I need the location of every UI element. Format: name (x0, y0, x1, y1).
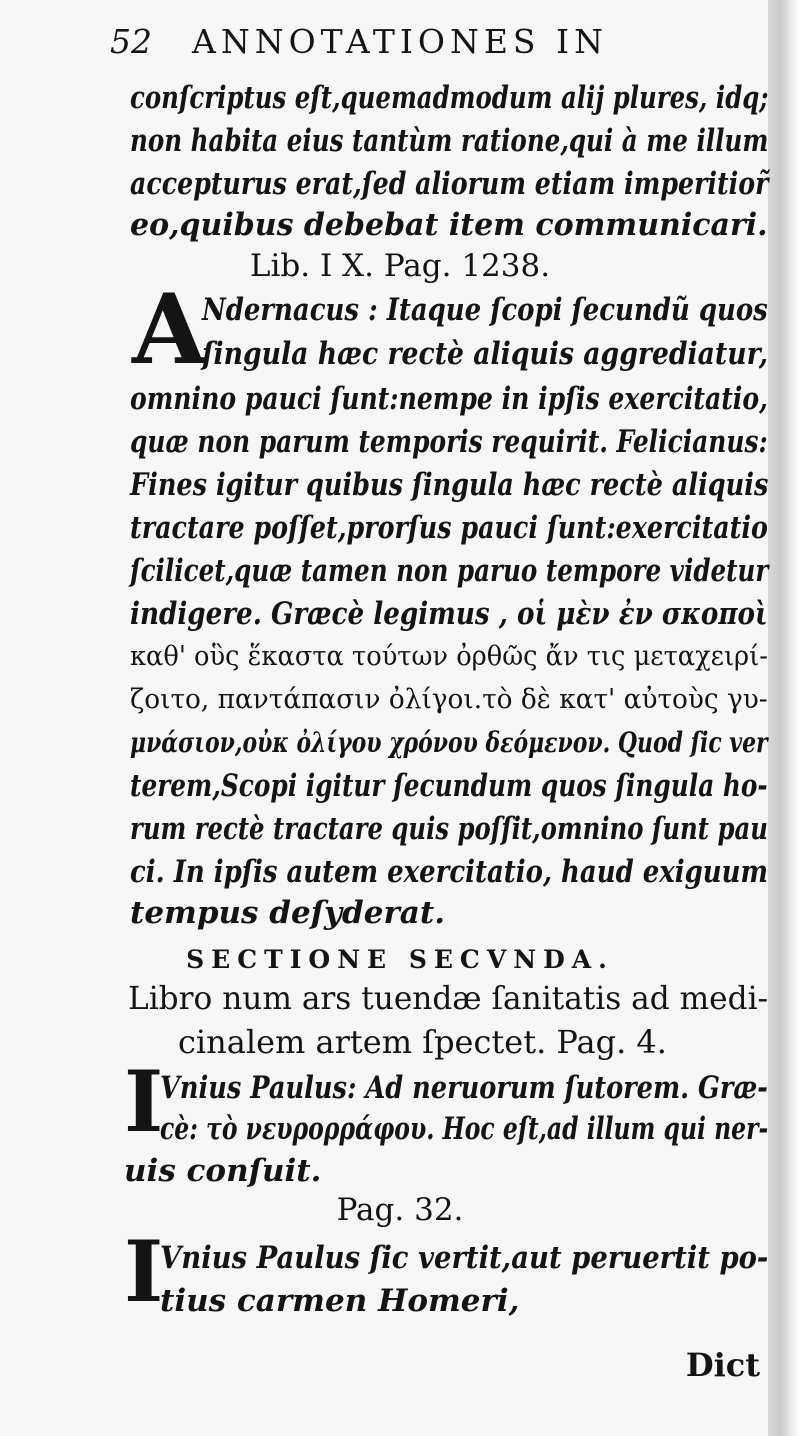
paragraph-line: ſcilicet,quæ tamen non paruo tempore videtur (130, 553, 769, 589)
paragraph-line: tius carmen Homeri, (160, 1283, 520, 1319)
drop-cap-i: I (124, 1222, 164, 1321)
paragraph-line: Vnius Paulus ſic vertit,aut peruertit po- (160, 1240, 769, 1276)
book-title-line: Libro num ars tuendæ ſanitatis ad medi- (128, 979, 769, 1017)
section-heading: SECTIONE SECVNDA. (186, 945, 614, 974)
paragraph-line: terem,Scopi igitur ſecundum quos ſingula ho- (130, 768, 768, 804)
paragraph-line: Fines igitur quibus ſingula hæc rectè aliquis (130, 467, 769, 503)
paragraph-line: Ndernacus : Itaque ſcopi ſecundũ quos (202, 292, 768, 328)
paragraph-line: ſingula hæc rectè aliquis aggrediatur, (202, 336, 769, 372)
paragraph-line: μνάσιον,οὐκ ὀλίγου χρόνου δεόμενον. Quod ſic ver (130, 726, 768, 759)
book-title-line: cinalem artem ſpectet. Pag. 4. (178, 1023, 667, 1061)
paragraph-line: cè: τὸ νευρορράφου. Hoc eſt,ad illum qui ner- (160, 1111, 769, 1147)
catchword: Dict (685, 1346, 760, 1384)
drop-cap-a: A (132, 273, 207, 386)
reference-heading: Pag. 32. (336, 1192, 464, 1228)
greek-line: καθ' οὓς ἕκαστα τούτων ὀρθῶς ἄν τις μεταχειρί- (130, 641, 768, 672)
running-title: ANNOTATIONES IN (192, 22, 608, 61)
paragraph-line: tempus deſyderat. (130, 895, 445, 931)
paragraph-line: uis conſuit. (124, 1153, 322, 1189)
paragraph-line: tractare poſſet,prorſus pauci ſunt:exercitatio (130, 510, 768, 546)
reference-heading: Lib. I X. Pag. 1238. (249, 248, 551, 284)
paragraph-line: quæ non parum temporis requirit. Felicianus: (130, 424, 768, 460)
drop-cap-i: I (124, 1052, 164, 1151)
continuation-line: non habita eius tantùm ratione,qui à me illum (130, 123, 769, 159)
paragraph-line: Vnius Paulus: Ad neruorum ſutorem. Græ- (160, 1070, 768, 1106)
paragraph-line: ci. In ipſis autem exercitatio, haud exiguum (130, 854, 768, 890)
continuation-line: eo,quibus debebat item communicari. (130, 207, 768, 243)
continuation-line: accepturus erat,ſed aliorum etiam imperitior̃ (130, 166, 769, 202)
page-number: 52 (110, 22, 152, 61)
paragraph-line: indigere. Græcè legimus , οἱ μὲν ἐν σκοποὶ (130, 596, 768, 632)
greek-line: ζοιτο, παντάπασιν ὀλίγοι.τὸ δὲ κατ' αὐτοὺς γυ- (130, 684, 768, 715)
paragraph-line: omnino pauci ſunt:nempe in ipſis exercitatio, (130, 381, 768, 417)
paragraph-line: rum rectè tractare quis poſſit,omnino ſunt pau (130, 811, 768, 847)
continuation-line: conſcriptus eſt,quemadmodum alij plures, idq; (130, 80, 769, 116)
running-head (110, 22, 770, 61)
